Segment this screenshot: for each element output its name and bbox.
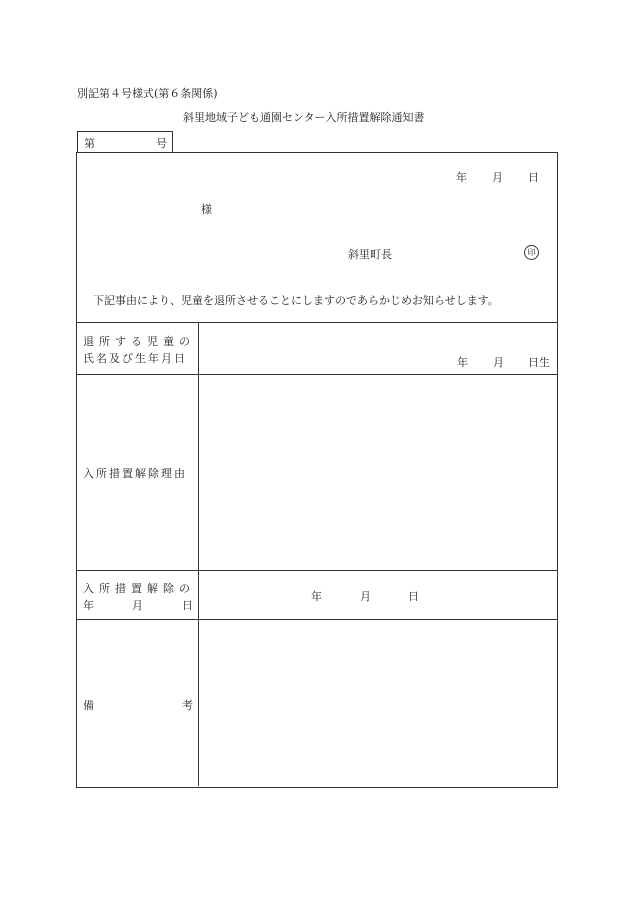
termination-date-label-month: 月 bbox=[132, 599, 143, 612]
remarks-label-right: 考 bbox=[182, 699, 193, 712]
number-label-left: 第 bbox=[84, 137, 95, 150]
seal-mark: 印 bbox=[524, 245, 539, 260]
row2-bottom-rule bbox=[76, 570, 557, 571]
number-label-right: 号 bbox=[156, 137, 167, 150]
birth-day: 日生 bbox=[528, 356, 550, 369]
termination-date-label-line1: 入所措置解除の bbox=[83, 582, 195, 595]
date-year: 年 bbox=[456, 171, 467, 184]
birth-month: 月 bbox=[493, 356, 504, 369]
child-name-birthdate-label-line2: 氏名及び生年月日 bbox=[83, 352, 187, 365]
date-day: 日 bbox=[528, 171, 539, 184]
form-reference: 別記第４号様式(第６条関係) bbox=[77, 87, 218, 100]
row1-bottom-rule bbox=[76, 374, 557, 375]
row3-bottom-rule bbox=[76, 619, 557, 620]
termination-year: 年 bbox=[311, 590, 322, 603]
date-month: 月 bbox=[492, 171, 503, 184]
notice-body-text: 下記事由により、児童を退所させることにしますのであらかじめお知らせします。 bbox=[93, 294, 499, 307]
remarks-label-left: 備 bbox=[83, 699, 94, 712]
termination-date-label-year: 年 bbox=[83, 599, 94, 612]
child-name-birthdate-label-line1: 退所する児童の bbox=[83, 335, 195, 348]
label-column-divider bbox=[198, 322, 199, 786]
document-title: 斜里地域子ども通園センター入所措置解除通知書 bbox=[183, 111, 425, 124]
termination-date-label-day: 日 bbox=[182, 599, 193, 612]
termination-reason-label: 入所措置解除理由 bbox=[83, 467, 187, 480]
birth-year: 年 bbox=[457, 356, 468, 369]
addressee-suffix: 様 bbox=[201, 203, 212, 216]
table-top-rule bbox=[76, 322, 557, 323]
issuer-name: 斜里町長 bbox=[348, 248, 392, 261]
termination-month: 月 bbox=[360, 590, 371, 603]
termination-day: 日 bbox=[408, 590, 419, 603]
